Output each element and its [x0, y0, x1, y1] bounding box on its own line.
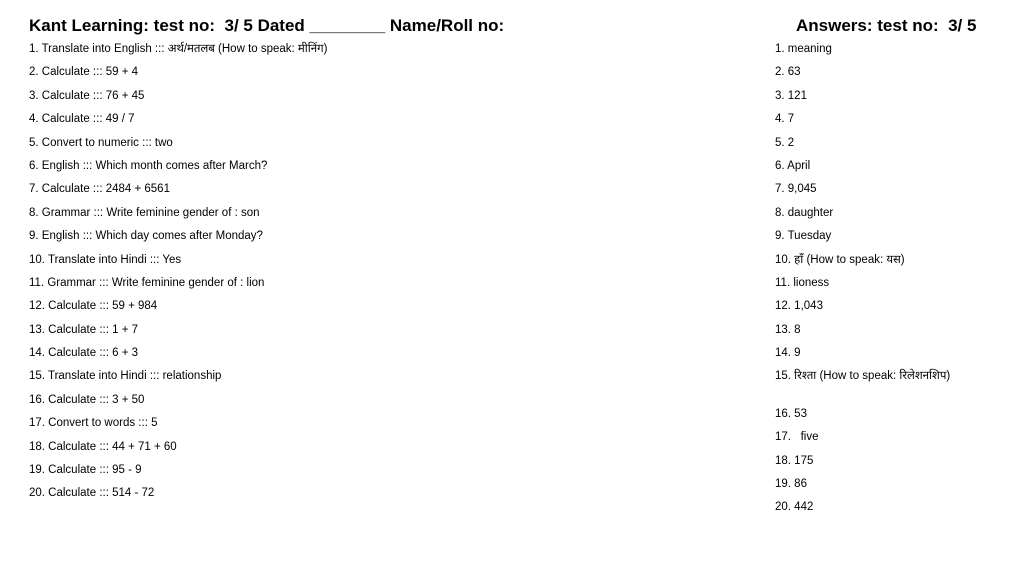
question-item: 10. Translate into Hindi ::: Yes: [29, 253, 182, 266]
question-item: 14. Calculate ::: 6 + 3: [29, 347, 138, 360]
answer-item: 20. 442: [775, 501, 814, 514]
question-item: 17. Convert to words ::: 5: [29, 417, 158, 430]
question-item: 5. Convert to numeric ::: two: [29, 136, 173, 149]
answer-item: 18. 175: [775, 454, 814, 467]
question-item: 20. Calculate ::: 514 - 72: [29, 487, 155, 500]
answer-item: 13. 8: [775, 323, 801, 336]
question-item: 2. Calculate ::: 59 + 4: [29, 66, 138, 79]
answer-item: 9. Tuesday: [775, 230, 832, 243]
question-item: 11. Grammar ::: Write feminine gender of : lion: [29, 276, 265, 289]
answer-item: 3. 121: [775, 89, 807, 102]
question-item: 19. Calculate ::: 95 - 9: [29, 464, 142, 477]
question-item: 13. Calculate ::: 1 + 7: [29, 323, 138, 336]
question-item: 1. Translate into English ::: अर्थ/मतलब (How to speak: मीनिंग): [29, 43, 328, 55]
answer-item: 10. हाँ (How to speak: यस): [775, 253, 905, 266]
answer-item: 12. 1,043: [775, 300, 823, 313]
answer-item: 14. 9: [775, 347, 801, 360]
answer-item: 8. daughter: [775, 206, 834, 219]
answer-item: 19. 86: [775, 478, 807, 491]
answer-item: 5. 2: [775, 136, 795, 149]
question-item: 8. Grammar ::: Write feminine gender of : son: [29, 206, 260, 219]
question-item: 18. Calculate ::: 44 + 71 + 60: [29, 440, 177, 453]
question-list: [29, 41, 729, 509]
test-title: Kant Learning: test no: 3/ 5 Dated ________ Name/Roll no:: [29, 16, 505, 35]
answer-list: [775, 41, 1015, 523]
answer-item: 1. meaning: [775, 43, 832, 55]
question-item: 4. Calculate ::: 49 / 7: [29, 113, 135, 126]
answer-item: 11. lioness: [775, 276, 830, 289]
answer-item: 4. 7: [775, 113, 795, 126]
question-item: 3. Calculate ::: 76 + 45: [29, 89, 145, 102]
answer-item: 6. April: [775, 159, 811, 172]
question-item: 9. English ::: Which day comes after Monday?: [29, 230, 263, 243]
question-item: 16. Calculate ::: 3 + 50: [29, 393, 145, 406]
question-item: 7. Calculate ::: 2484 + 6561: [29, 183, 170, 196]
answer-item: 16. 53: [775, 407, 807, 420]
answer-item: 2. 63: [775, 66, 801, 79]
question-item: 15. Translate into Hindi ::: relationship: [29, 370, 222, 383]
answer-item: 15. रिश्ता (How to speak: रिलेशनशिप): [775, 370, 951, 383]
question-item: 12. Calculate ::: 59 + 984: [29, 300, 158, 313]
answer-item: 7. 9,045: [775, 183, 817, 196]
answers-title: Answers: test no: 3/ 5: [796, 16, 977, 35]
answer-item: 17. five: [775, 431, 819, 444]
question-item: 6. English ::: Which month comes after March?: [29, 159, 268, 172]
